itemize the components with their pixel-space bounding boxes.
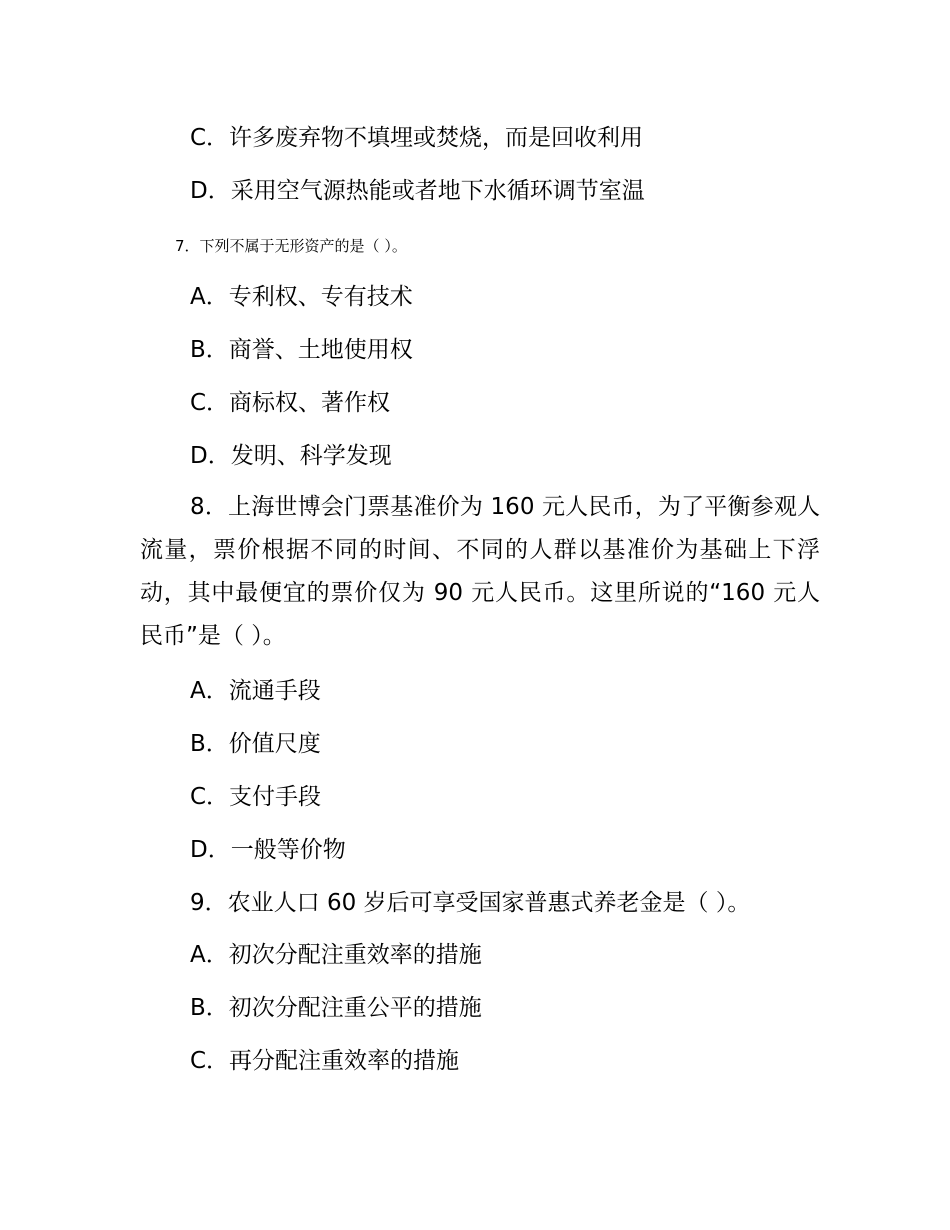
q7-option-c: C．商标权、著作权 [190,390,391,416]
q9-stem: 9．农业人口 60 岁后可享受国家普惠式养老金是（ ）。 [190,890,751,916]
q6-option-c: C．许多废弃物不填埋或焚烧，而是回收利用 [190,125,644,151]
q8-stem: 8．上海世博会门票基准价为 160 元人民币，为了平衡参观人流量，票价根据不同的时间、不同的人群以基准价为基础上下浮动，其中最便宜的票价仅为 90 元人民币。这里所说的“160 元人民币”是（ ）。 [140,494,820,649]
q6-option-d: D．采用空气源热能或者地下水循环调节室温 [190,178,645,204]
q9-option-a: A．初次分配注重效率的措施 [190,942,482,968]
q8-option-a: A．流通手段 [190,678,321,704]
q8-option-c: C．支付手段 [190,784,322,810]
q9-option-b: B．初次分配注重公平的措施 [190,995,482,1021]
q9-option-c: C．再分配注重效率的措施 [190,1048,460,1074]
q7-option-d: D．发明、科学发现 [190,443,392,469]
q7-option-a: A．专利权、专有技术 [190,284,413,310]
q7-option-b: B．商誉、土地使用权 [190,337,413,363]
q7-stem: 7．下列不属于无形资产的是（ ）。 [175,237,407,255]
q8-option-d: D．一般等价物 [190,837,346,863]
q8-option-b: B．价值尺度 [190,731,321,757]
